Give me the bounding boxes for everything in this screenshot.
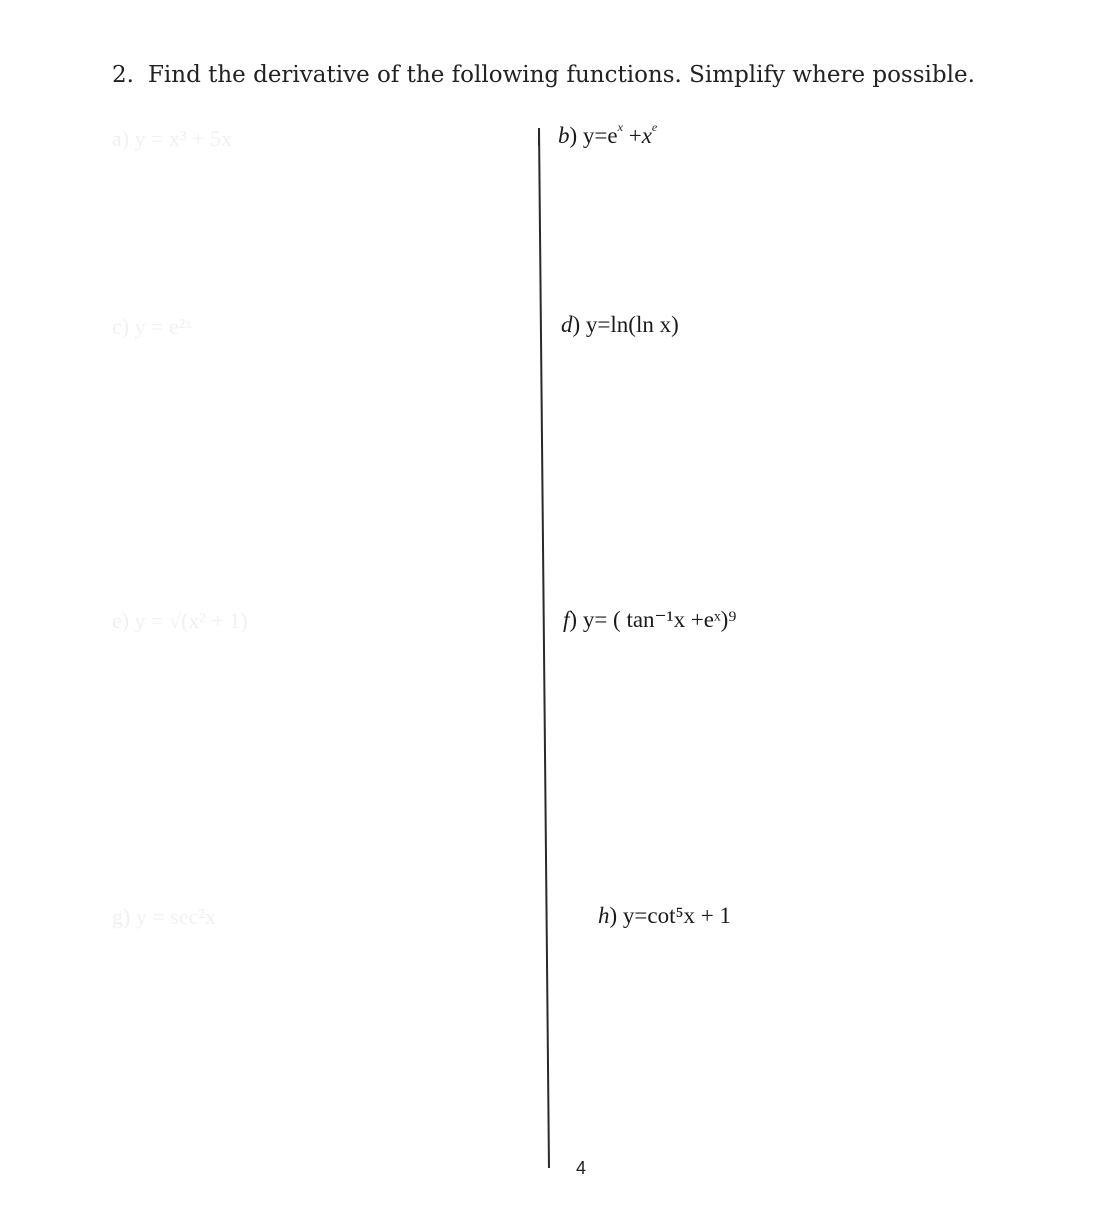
problem-b-exp2: e xyxy=(651,120,658,135)
question-text: Find the derivative of the following functions. Simplify where possible. xyxy=(147,62,975,88)
problem-b-plus: + xyxy=(628,123,642,148)
faded-problem-c: c) y = e²ˣ xyxy=(112,314,192,339)
problem-d-label: d xyxy=(561,312,573,337)
problem-b-exp1: x xyxy=(617,120,623,135)
problem-b-label: b xyxy=(558,123,570,148)
problem-h-label: h xyxy=(598,903,610,928)
problem-b: b) $y=e^x +x^e$ xyxy=(558,120,658,148)
page-number: 4 xyxy=(576,1158,587,1178)
question-number: 2. xyxy=(112,62,134,88)
faded-problem-a: a) y = x³ + 5x xyxy=(112,126,233,151)
faded-problem-g: g) y = sec²x xyxy=(112,904,216,929)
problem-d-expression: y=ln(ln x) xyxy=(585,312,679,337)
problem-f: f) y= ( tan⁻¹x +eˣ)⁹ xyxy=(563,607,737,632)
problem-b-base1: e xyxy=(607,123,618,148)
problem-b-lhs: y xyxy=(582,123,595,148)
problem-f-label: f xyxy=(563,607,570,632)
problem-h-expression: y=cot⁵x + 1 xyxy=(622,903,731,928)
problem-h: h) y=cot⁵x + 1 xyxy=(598,903,731,928)
faded-problem-e: e) y = √(x² + 1) xyxy=(112,608,248,633)
column-divider xyxy=(538,128,549,1168)
problem-b-base2: x xyxy=(641,123,652,148)
problem-d: d) y=ln(ln x) xyxy=(561,312,679,337)
problem-f-expression: y= ( tan⁻¹x +eˣ)⁹ xyxy=(582,607,737,632)
question-heading xyxy=(112,62,975,88)
